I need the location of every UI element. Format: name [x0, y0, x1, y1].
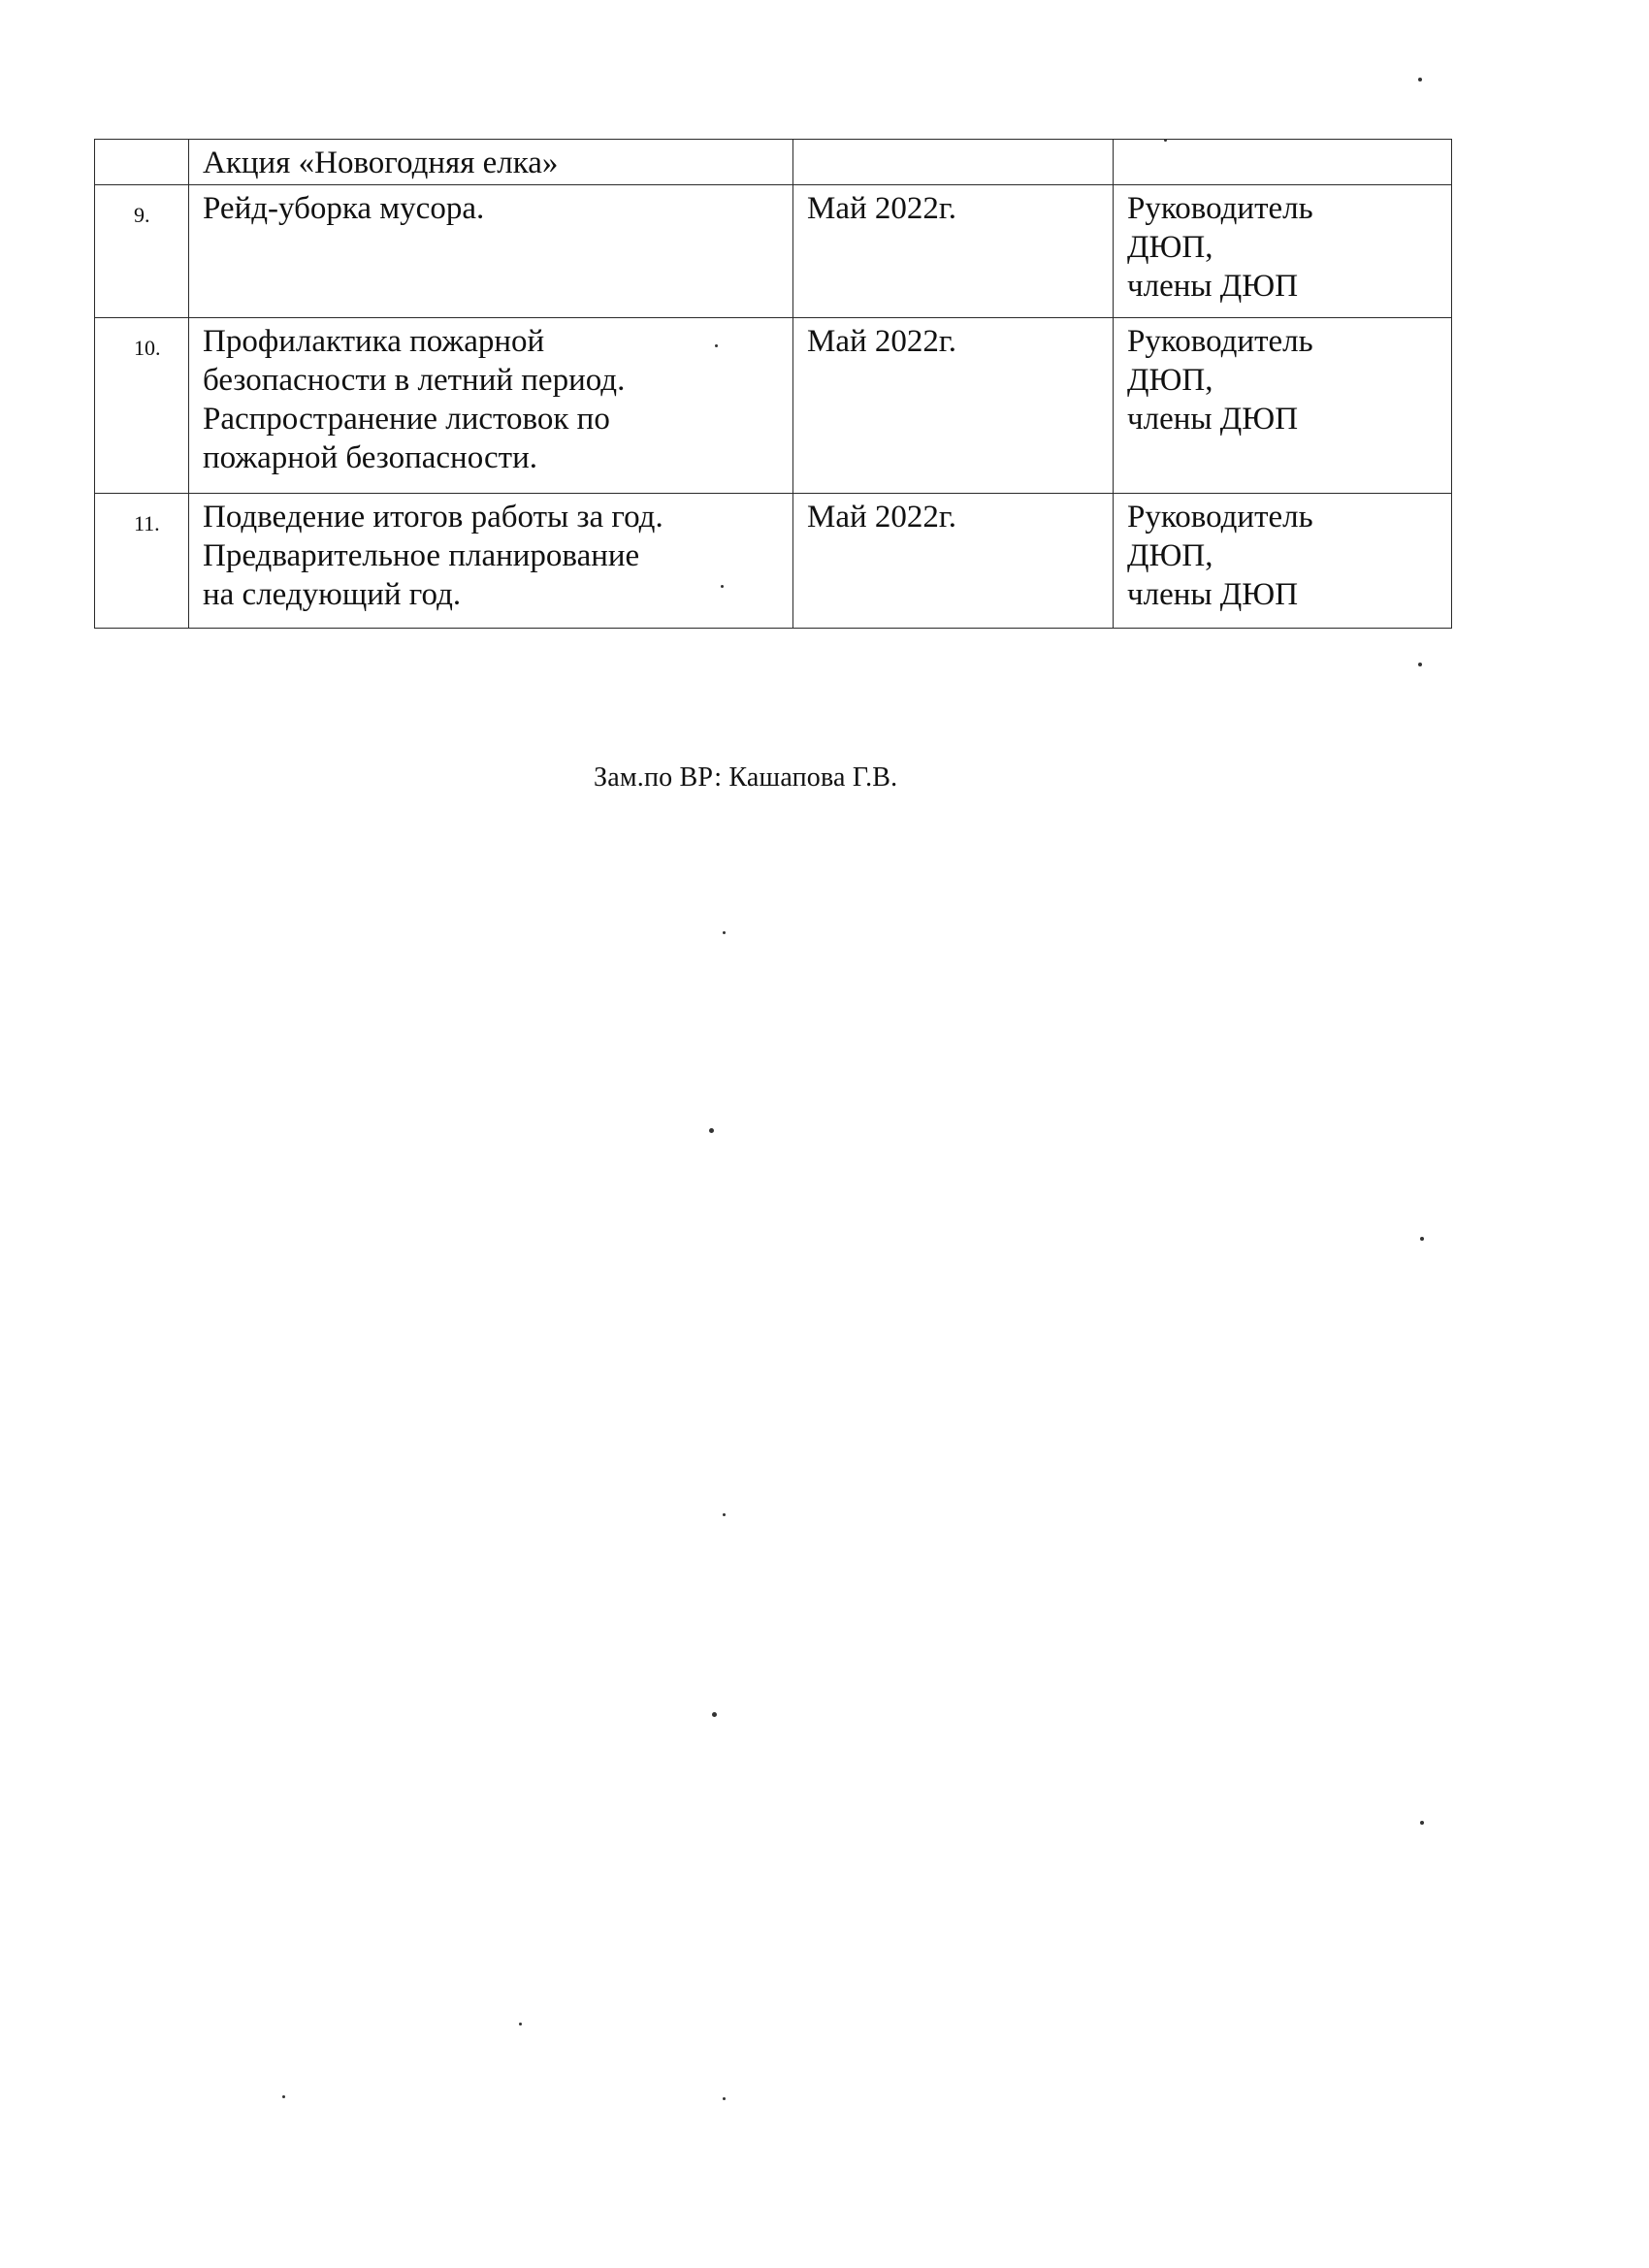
date-cell [793, 185, 1114, 318]
responsible-text: Руководитель ДЮП, члены ДЮП [1127, 324, 1313, 437]
responsible-text: Руководитель ДЮП, члены ДЮП [1127, 500, 1313, 612]
date-cell [793, 318, 1114, 494]
responsible-cell [1114, 318, 1452, 494]
signature-line: Зам.по ВР: Кашапова Г.В. [594, 762, 898, 793]
responsible-cell [1114, 494, 1452, 629]
responsible-cell [1114, 185, 1452, 318]
date-cell [793, 494, 1114, 629]
date-text: Май 2022г. [807, 500, 956, 535]
scan-speck [282, 2095, 285, 2098]
date-cell [793, 140, 1114, 185]
table-row [95, 318, 1452, 494]
row-number: 9. [134, 203, 150, 227]
scan-speck [1420, 1821, 1424, 1825]
scan-speck [1164, 139, 1167, 142]
scan-speck [1418, 78, 1422, 81]
table-row [95, 140, 1452, 185]
scan-speck [723, 2097, 726, 2100]
row-number: 11. [134, 511, 160, 535]
row-number: 10. [134, 336, 161, 360]
responsible-cell [1114, 140, 1452, 185]
row-number-cell [95, 494, 189, 629]
scan-speck [712, 1712, 717, 1717]
event-cell [189, 140, 793, 185]
responsible-text: Руководитель ДЮП, члены ДЮП [1127, 191, 1313, 304]
scan-speck [723, 931, 726, 934]
row-number-cell [95, 140, 189, 185]
table-row [95, 185, 1452, 318]
scan-speck [715, 344, 718, 347]
date-text: Май 2022г. [807, 191, 956, 226]
event-text: Рейд-уборка мусора. [203, 191, 485, 226]
event-text: Подведение итогов работы за год. Предварительное планирование на следующий год. [203, 500, 663, 612]
row-number-cell [95, 185, 189, 318]
scan-speck [709, 1128, 714, 1133]
scan-speck [1420, 1237, 1424, 1241]
scan-speck [723, 1513, 726, 1516]
date-text: Май 2022г. [807, 324, 956, 359]
event-text: Профилактика пожарной безопасности в летний период. Распространение листовок по пожарной безопасности. [203, 324, 626, 475]
row-number [95, 140, 188, 155]
event-cell [189, 318, 793, 494]
event-text: Акция «Новогодняя елка» [203, 146, 559, 180]
scan-speck [519, 2023, 522, 2025]
events-table [94, 139, 1452, 629]
date-text [793, 140, 1113, 146]
event-cell [189, 185, 793, 318]
event-cell [189, 494, 793, 629]
scan-speck [1418, 663, 1422, 666]
row-number-cell [95, 318, 189, 494]
table-row [95, 494, 1452, 629]
scan-speck [721, 585, 724, 588]
